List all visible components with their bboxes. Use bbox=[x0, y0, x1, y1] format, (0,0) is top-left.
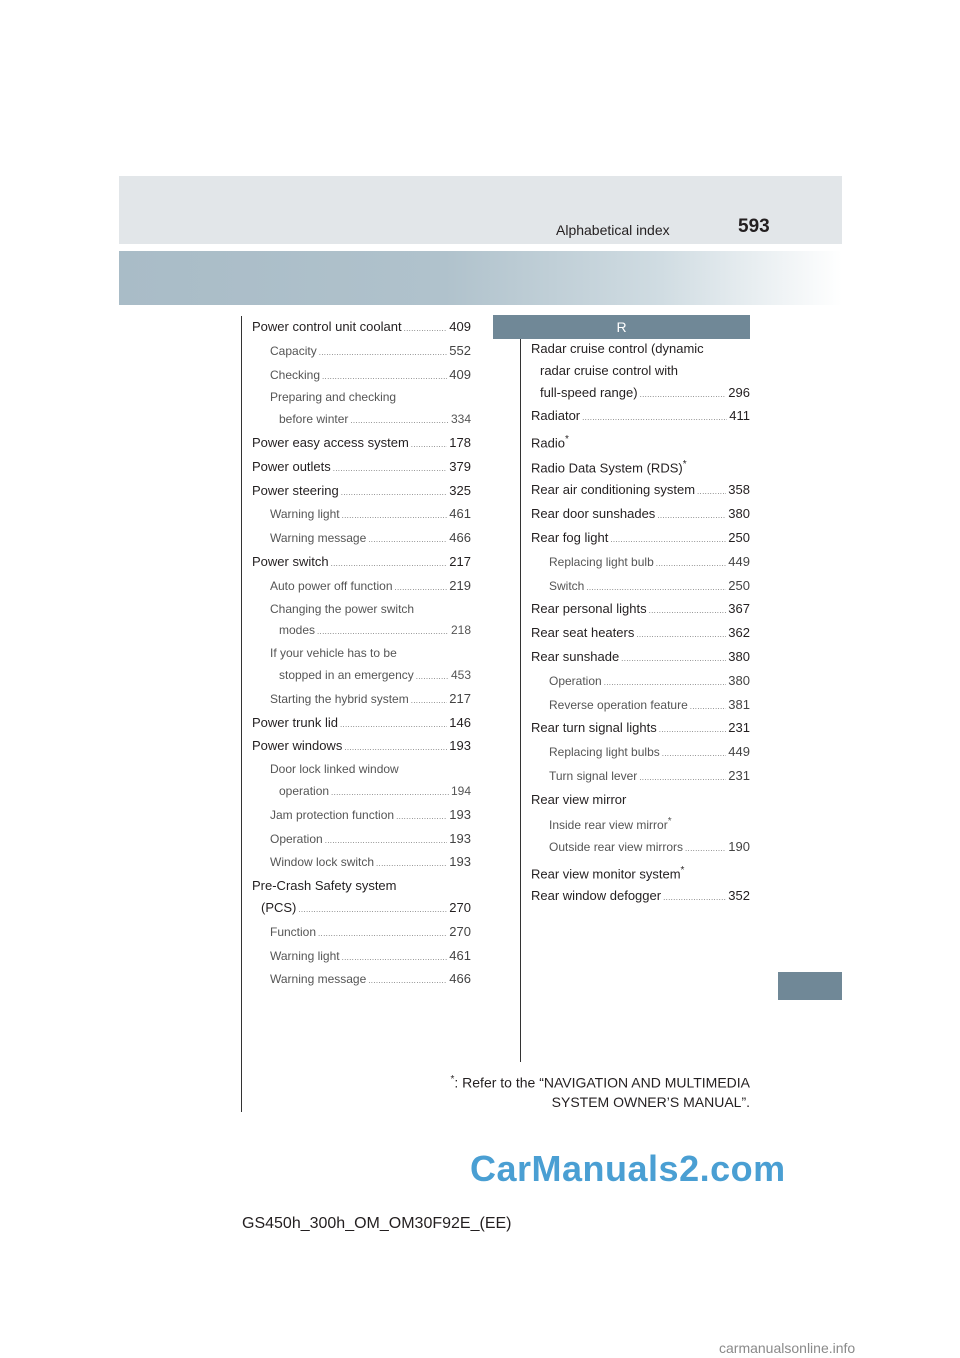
index-subentry: Starting the hybrid system ..... 217 bbox=[252, 688, 471, 712]
index-subentry: Operation ..... 193 bbox=[252, 828, 471, 852]
header-gradient-bar bbox=[119, 251, 842, 305]
index-entry: Rear view mirror bbox=[531, 791, 627, 807]
footnote-line-1: : Refer to the “NAVIGATION AND MULTIMEDIA bbox=[454, 1074, 750, 1091]
index-entry: Power trunk lid ..... 146 bbox=[252, 712, 471, 736]
index-subentry-cont: modes ..... 218 bbox=[252, 620, 471, 643]
index-subentry-cont: operation ..... 194 bbox=[252, 781, 471, 804]
section-heading-r: R bbox=[493, 315, 750, 339]
index-subentry: Warning message ..... 466 bbox=[252, 968, 471, 992]
index-entry: Rear window defogger ..... 352 bbox=[531, 885, 750, 909]
index-subentry: Switch ..... 250 bbox=[531, 575, 750, 599]
index-column-left bbox=[252, 316, 471, 992]
index-subentry: Preparing and checking bbox=[270, 390, 397, 405]
index-entry: Radar cruise control (dynamic bbox=[531, 341, 704, 356]
header-band bbox=[119, 176, 842, 244]
index-subentry: Warning message ..... 466 bbox=[252, 527, 471, 551]
index-subentry-cont: stopped in an emergency ..... 453 bbox=[252, 665, 471, 688]
index-entry: Power control unit coolant ..... 409 bbox=[252, 316, 471, 340]
index-subentry: If your vehicle has to be bbox=[270, 646, 397, 661]
index-entry: Pre-Crash Safety system bbox=[252, 878, 397, 894]
index-subentry: Checking ..... 409 bbox=[252, 364, 471, 388]
index-entry: Radiator ..... 411 bbox=[531, 405, 750, 429]
watermark-carmanuals: CarManuals2.com bbox=[470, 1148, 786, 1189]
footnote-line-2: SYSTEM OWNER’S MANUAL”. bbox=[551, 1093, 750, 1110]
section-title: Alphabetical index bbox=[556, 222, 670, 238]
index-entry-cont: radar cruise control with bbox=[540, 362, 678, 378]
document-code: GS450h_300h_OM_OM30F92E_(EE) bbox=[242, 1215, 512, 1232]
index-entry: Rear fog light ..... 250 bbox=[531, 527, 750, 551]
index-subentry: Auto power off function ..... 219 bbox=[252, 575, 471, 599]
index-entry: Radio* bbox=[531, 434, 569, 451]
index-subentry: Turn signal lever ..... 231 bbox=[531, 765, 750, 789]
index-entry: Rear sunshade ..... 380 bbox=[531, 646, 750, 670]
index-subentry: Function ..... 270 bbox=[252, 921, 471, 945]
index-subentry: Reverse operation feature ..... 381 bbox=[531, 694, 750, 718]
left-column-rule bbox=[241, 316, 242, 1112]
index-subentry: Window lock switch ..... 193 bbox=[252, 851, 471, 875]
index-subentry: Warning light ..... 461 bbox=[252, 503, 471, 527]
index-subentry: Replacing light bulb ..... 449 bbox=[531, 551, 750, 575]
side-tab-marker bbox=[778, 972, 842, 1000]
index-entry: Power outlets ..... 379 bbox=[252, 456, 471, 480]
index-subentry-cont: before winter ..... 334 bbox=[252, 409, 471, 432]
index-entry: Power switch ..... 217 bbox=[252, 551, 471, 575]
index-entry-cont: full-speed range) ..... 296 bbox=[531, 382, 750, 406]
index-entry: Rear door sunshades ..... 380 bbox=[531, 503, 750, 527]
footnote-asterisk: * bbox=[450, 1074, 455, 1085]
index-subentry: Inside rear view mirror* bbox=[549, 815, 672, 832]
index-subentry: Capacity ..... 552 bbox=[252, 340, 471, 364]
index-subentry: Door lock linked window bbox=[270, 762, 399, 777]
index-subentry: Changing the power switch bbox=[270, 601, 415, 616]
index-subentry: Warning light ..... 461 bbox=[252, 945, 471, 969]
index-entry: Power easy access system ..... 178 bbox=[252, 432, 471, 456]
index-entry: Radio Data System (RDS)* bbox=[531, 459, 687, 476]
index-entry: Rear air conditioning system ..... 358 bbox=[531, 479, 750, 503]
index-entry: Power windows ..... 193 bbox=[252, 735, 471, 759]
index-entry: Rear seat heaters ..... 362 bbox=[531, 622, 750, 646]
index-subentry: Replacing light bulbs ..... 449 bbox=[531, 741, 750, 765]
footnote bbox=[450, 1070, 750, 1112]
index-entry: Rear personal lights ..... 367 bbox=[531, 598, 750, 622]
center-column-rule bbox=[520, 316, 521, 1062]
index-entry-cont: (PCS) ..... 270 bbox=[252, 897, 471, 921]
index-subentry: Outside rear view mirrors ..... 190 bbox=[531, 836, 750, 860]
index-subentry: Operation ..... 380 bbox=[531, 670, 750, 694]
index-entry: Power steering ..... 325 bbox=[252, 480, 471, 504]
index-entry: Rear view monitor system* bbox=[531, 865, 685, 882]
index-subentry: Jam protection function ..... 193 bbox=[252, 804, 471, 828]
page-number: 593 bbox=[738, 216, 770, 237]
index-entry: Rear turn signal lights ..... 231 bbox=[531, 717, 750, 741]
index-column-right bbox=[531, 338, 750, 909]
watermark-online: carmanualsonline.info bbox=[719, 1340, 856, 1356]
